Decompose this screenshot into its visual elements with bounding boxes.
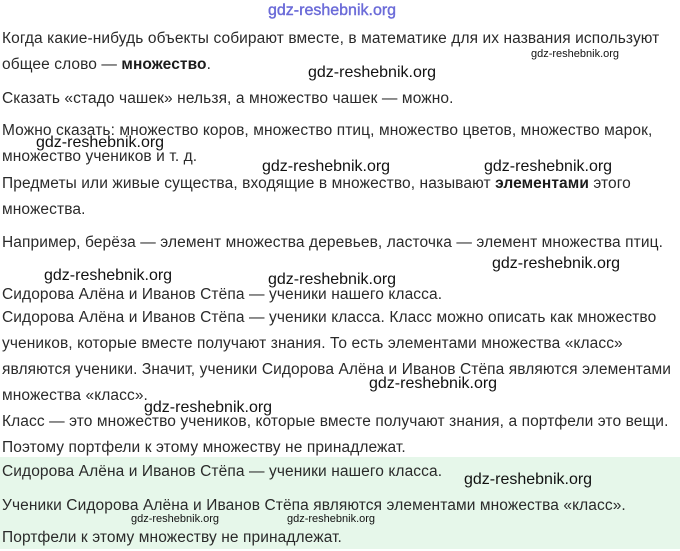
- term-set: множество: [121, 56, 207, 73]
- watermark: gdz-reshebnik.org: [531, 48, 620, 60]
- watermark: gdz-reshebnik.org: [131, 513, 220, 525]
- watermark: gdz-reshebnik.org: [287, 513, 376, 525]
- watermark: gdz-reshebnik.org: [484, 158, 613, 175]
- paragraph-students-statement: Сидорова Алёна и Иванов Стёпа — ученики нашего класса.: [2, 286, 443, 303]
- watermark: gdz-reshebnik.org: [308, 64, 437, 81]
- paragraph-briefcases: Класс — это множество учеников, которые вместе получают знания, а портфели это вещи. Поэтому портфели к этому множеству не принадлежат.: [2, 413, 669, 456]
- paragraph-birch-example: Например, берёза — элемент множества деревьев, ласточка — элемент множества птиц.: [2, 234, 663, 251]
- watermark: gdz-reshebnik.org: [144, 399, 273, 416]
- paragraph-text: Когда какие-нибудь объекты собирают вместе, в математике для их названия используют общее слово —: [2, 30, 660, 73]
- watermark: gdz-reshebnik.org: [268, 271, 397, 288]
- watermark: gdz-reshebnik.org: [268, 2, 397, 19]
- paragraph-text: Предметы или живые существа, входящие в множество, называют: [2, 175, 496, 192]
- term-elements: элементами: [495, 175, 589, 192]
- watermark: gdz-reshebnik.org: [492, 255, 621, 272]
- paragraph-elements-definition: [2, 171, 680, 223]
- watermark: gdz-reshebnik.org: [369, 375, 498, 392]
- watermark: gdz-reshebnik.org: [36, 134, 165, 151]
- summary-line-2: Ученики Сидорова Алёна и Иванов Стёпа являются элементами множества «класс».: [2, 497, 626, 514]
- paragraph-class-explanation: Сидорова Алёна и Иванов Стёпа — ученики класса. Класс можно описать как множество учеников, которые вместе получают знания. То есть элементами множества «класс» являются ученики. Значит, ученики Сидорова Алёна и Иванов Стёпа являются элементами множества «класс».: [2, 309, 671, 404]
- summary-line-3: Портфели к этому множеству не принадлежат.: [2, 529, 342, 546]
- summary-line-1: Сидорова Алёна и Иванов Стёпа — ученики нашего класса.: [2, 463, 443, 480]
- watermark: gdz-reshebnik.org: [262, 158, 391, 175]
- watermark: gdz-reshebnik.org: [464, 471, 593, 488]
- paragraph-examples: Можно сказать: множество коров, множество птиц, множество цветов, множество марок, множество учеников и т. д.: [2, 122, 653, 165]
- paragraph-text: этого множества.: [2, 175, 631, 218]
- paragraph-text: .: [206, 56, 212, 73]
- paragraph-cups-example: Сказать «стадо чашек» нельзя, а множество чашек — можно.: [2, 90, 454, 107]
- watermark: gdz-reshebnik.org: [44, 267, 173, 284]
